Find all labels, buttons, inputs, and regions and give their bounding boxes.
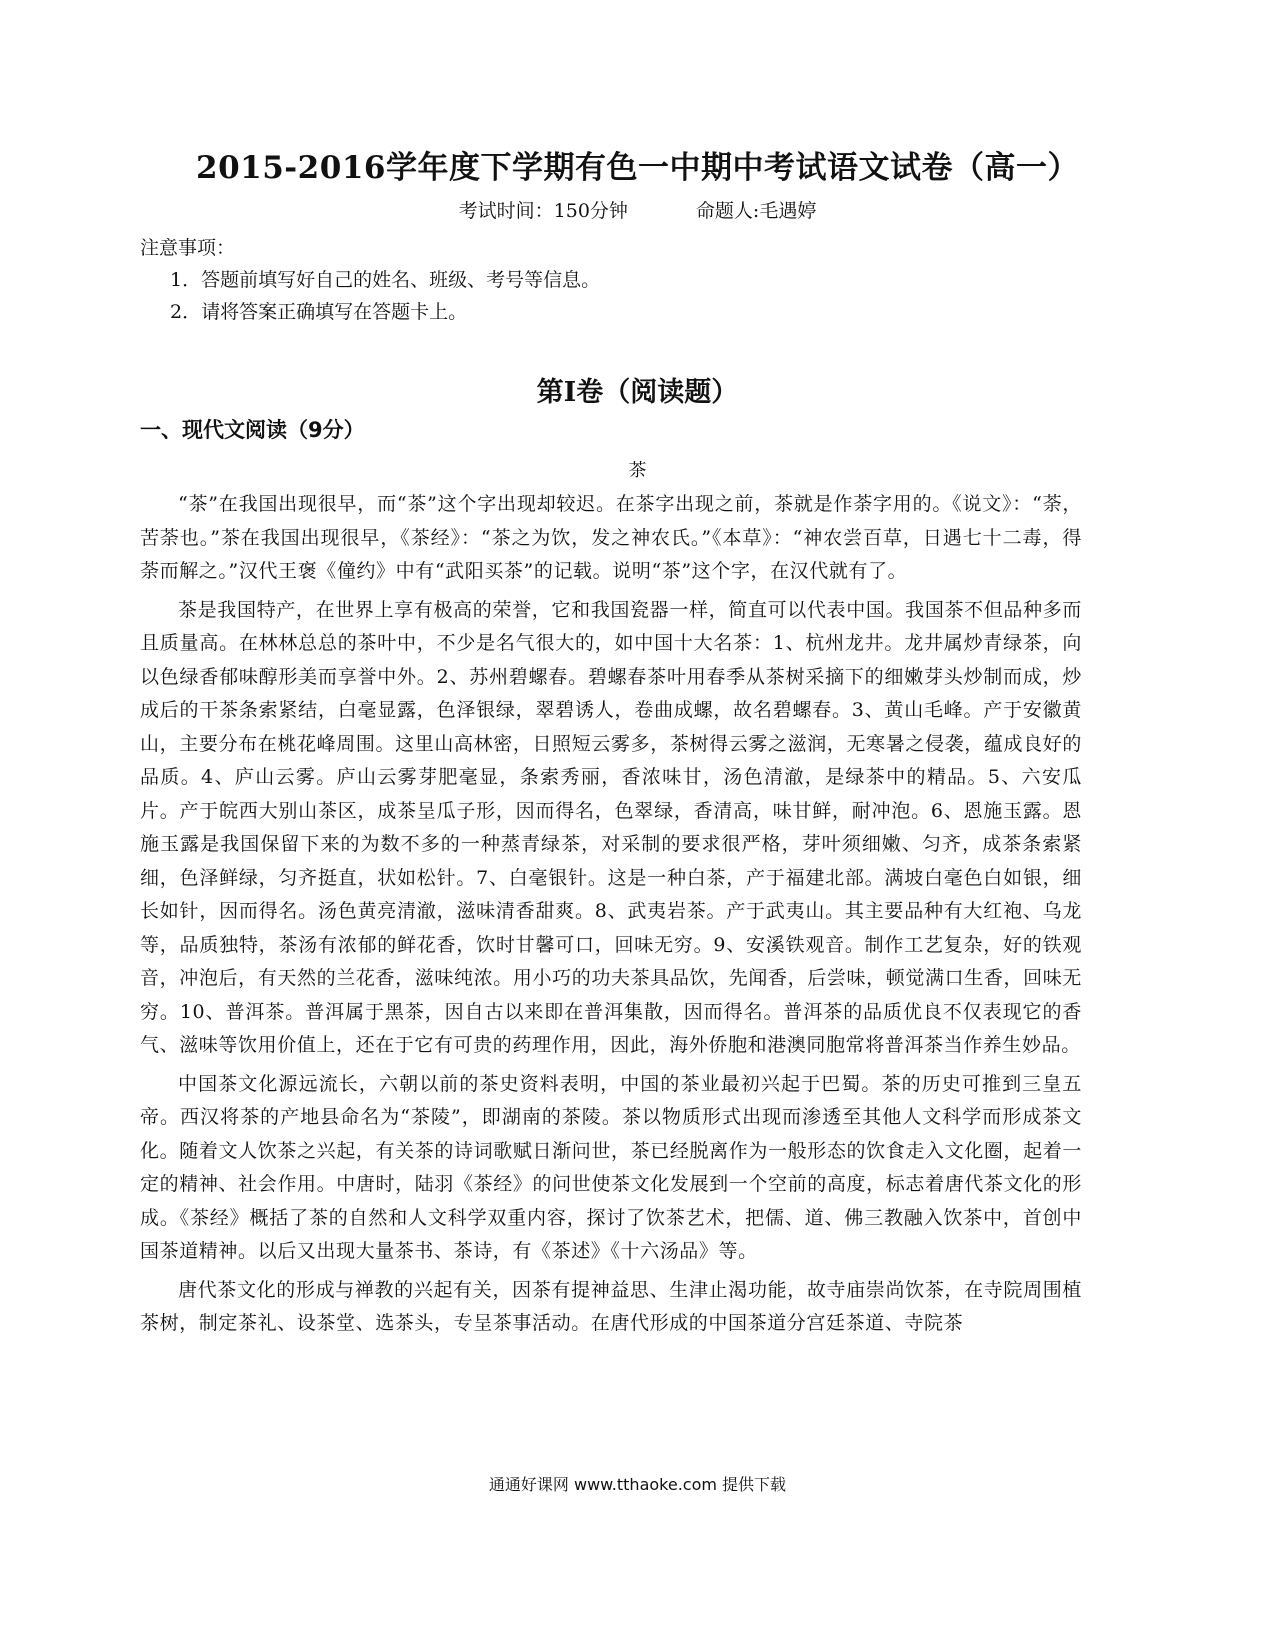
- section-title: 第Ⅰ卷（阅读题）: [536, 377, 739, 408]
- exam-info: [140, 196, 1135, 223]
- notes-heading: 注意事项：: [140, 237, 236, 259]
- article-body: [140, 488, 1082, 1346]
- part-title: 一、现代文阅读（9分）: [140, 418, 365, 442]
- footer-text: 通通好课网 www.tthaoke.com 提供下载: [488, 1475, 787, 1494]
- article-paragraph: 唐代茶文化的形成与禅教的兴起有关，因茶有提神益思、生津止渴功能，故寺庙崇尚饮茶，在寺院周围植茶树，制定茶礼、设茶堂、选茶头，专呈茶事活动。在唐代形成的中国茶道分宫廷茶道、寺院茶: [140, 1278, 1082, 1334]
- notes-item: 2．请将答案正确填写在答题卡上。: [170, 301, 468, 323]
- article-paragraph: “茶”在我国出现很早，而“茶”这个字出现却较迟。在茶字出现之前，茶就是作荼字用的。《说文》：“荼，苦荼也。”茶在我国出现很早，《茶经》：“茶之为饮，发之神农氏。”《本草》：“神农尝百草，日遇七十二毒，得荼而解之。”汉代王褒《僮约》中有“武阳买茶”的记载。说明“茶”这个字，在汉代就有了。: [140, 493, 1082, 582]
- notes-item: 1．答题前填写好自己的姓名、班级、考号等信息。: [170, 269, 601, 291]
- article-paragraph: 茶是我国特产，在世界上享有极高的荣誉，它和我国瓷器一样，简直可以代表中国。我国茶不但品种多而且质量高。在林林总总的茶叶中，不少是名气很大的，如中国十大名茶：1、杭州龙井。龙井属炒青绿茶，向以色绿香郁味醇形美而享誉中外。2、苏州碧螺春。碧螺春茶叶用春季从茶树采摘下的细嫩芽头炒制而成，炒成后的干茶条索紧结，白毫显露，色泽银绿，翠碧诱人，卷曲成螺，故名碧螺春。3、黄山毛峰。产于安徽黄山，主要分布在桃花峰周围。这里山高林密，日照短云雾多，茶树得云雾之滋润，无寒暑之侵袭，蕴成良好的品质。4、庐山云雾。庐山云雾芽肥毫显，条索秀丽，香浓味甘，汤色清澈，是绿茶中的精品。5、六安瓜片。产于皖西大别山茶区，成茶呈瓜子形，因而得名，色翠绿，香清高，味甘鲜，耐冲泡。6、恩施玉露。恩施玉露是我国保留下来的为数不多的一种蒸青绿茶，对采制的要求很严格，芽叶须细嫩、匀齐，成茶条索紧细，色泽鲜绿，匀齐挺直，状如松针。7、白毫银针。这是一种白茶，产于福建北部。满坡白毫色白如银，细长如针，因而得名。汤色黄亮清澈，滋味清香甜爽。8、武夷岩茶。产于武夷山。其主要品种有大红袍、乌龙等，品质独特，茶汤有浓郁的鲜花香，饮时甘馨可口，回味无穷。9、安溪铁观音。制作工艺复杂，好的铁观音，冲泡后，有天然的兰花香，滋味纯浓。用小巧的功夫茶具品饮，先闻香，后尝味，顿觉满口生香，回味无穷。10、普洱茶。普洱属于黑茶，因自古以来即在普洱集散，因而得名。普洱茶的品质优良不仅表现它的香气、滋味等饮用价值上，还在于它有可贵的药理作用，因此，海外侨胞和港澳同胞常将普洱茶当作养生妙品。: [140, 598, 1082, 1056]
- article-paragraph: 中国茶文化源远流长，六朝以前的茶史资料表明，中国的茶业最初兴起于巴蜀。茶的历史可推到三皇五帝。西汉将茶的产地县命名为“茶陵”，即湖南的茶陵。茶以物质形式出现而渗透至其他人文科学而形成茶文化。随着文人饮茶之兴起，有关茶的诗词歌赋日渐问世，茶已经脱离作为一般形态的饮食走入文化圈，起着一定的精神、社会作用。中唐时，陆羽《茶经》的问世使茶文化发展到一个空前的高度，标志着唐代茶文化的形成。《茶经》概括了茶的自然和人文科学双重内容，探讨了饮茶艺术，把儒、道、佛三教融入饮茶中，首创中国茶道精神。以后又出现大量茶书、茶诗，有《茶述》《十六汤品》等。: [140, 1072, 1082, 1262]
- article-title: 茶: [628, 460, 647, 481]
- exam-time: 考试时间：150分钟: [458, 200, 628, 222]
- page-title: 2015-2016学年度下学期有色一中期中考试语文试卷（高一）: [196, 150, 1079, 186]
- notes-block: [140, 232, 1135, 328]
- exam-author: 命题人:毛遇婷: [695, 200, 817, 222]
